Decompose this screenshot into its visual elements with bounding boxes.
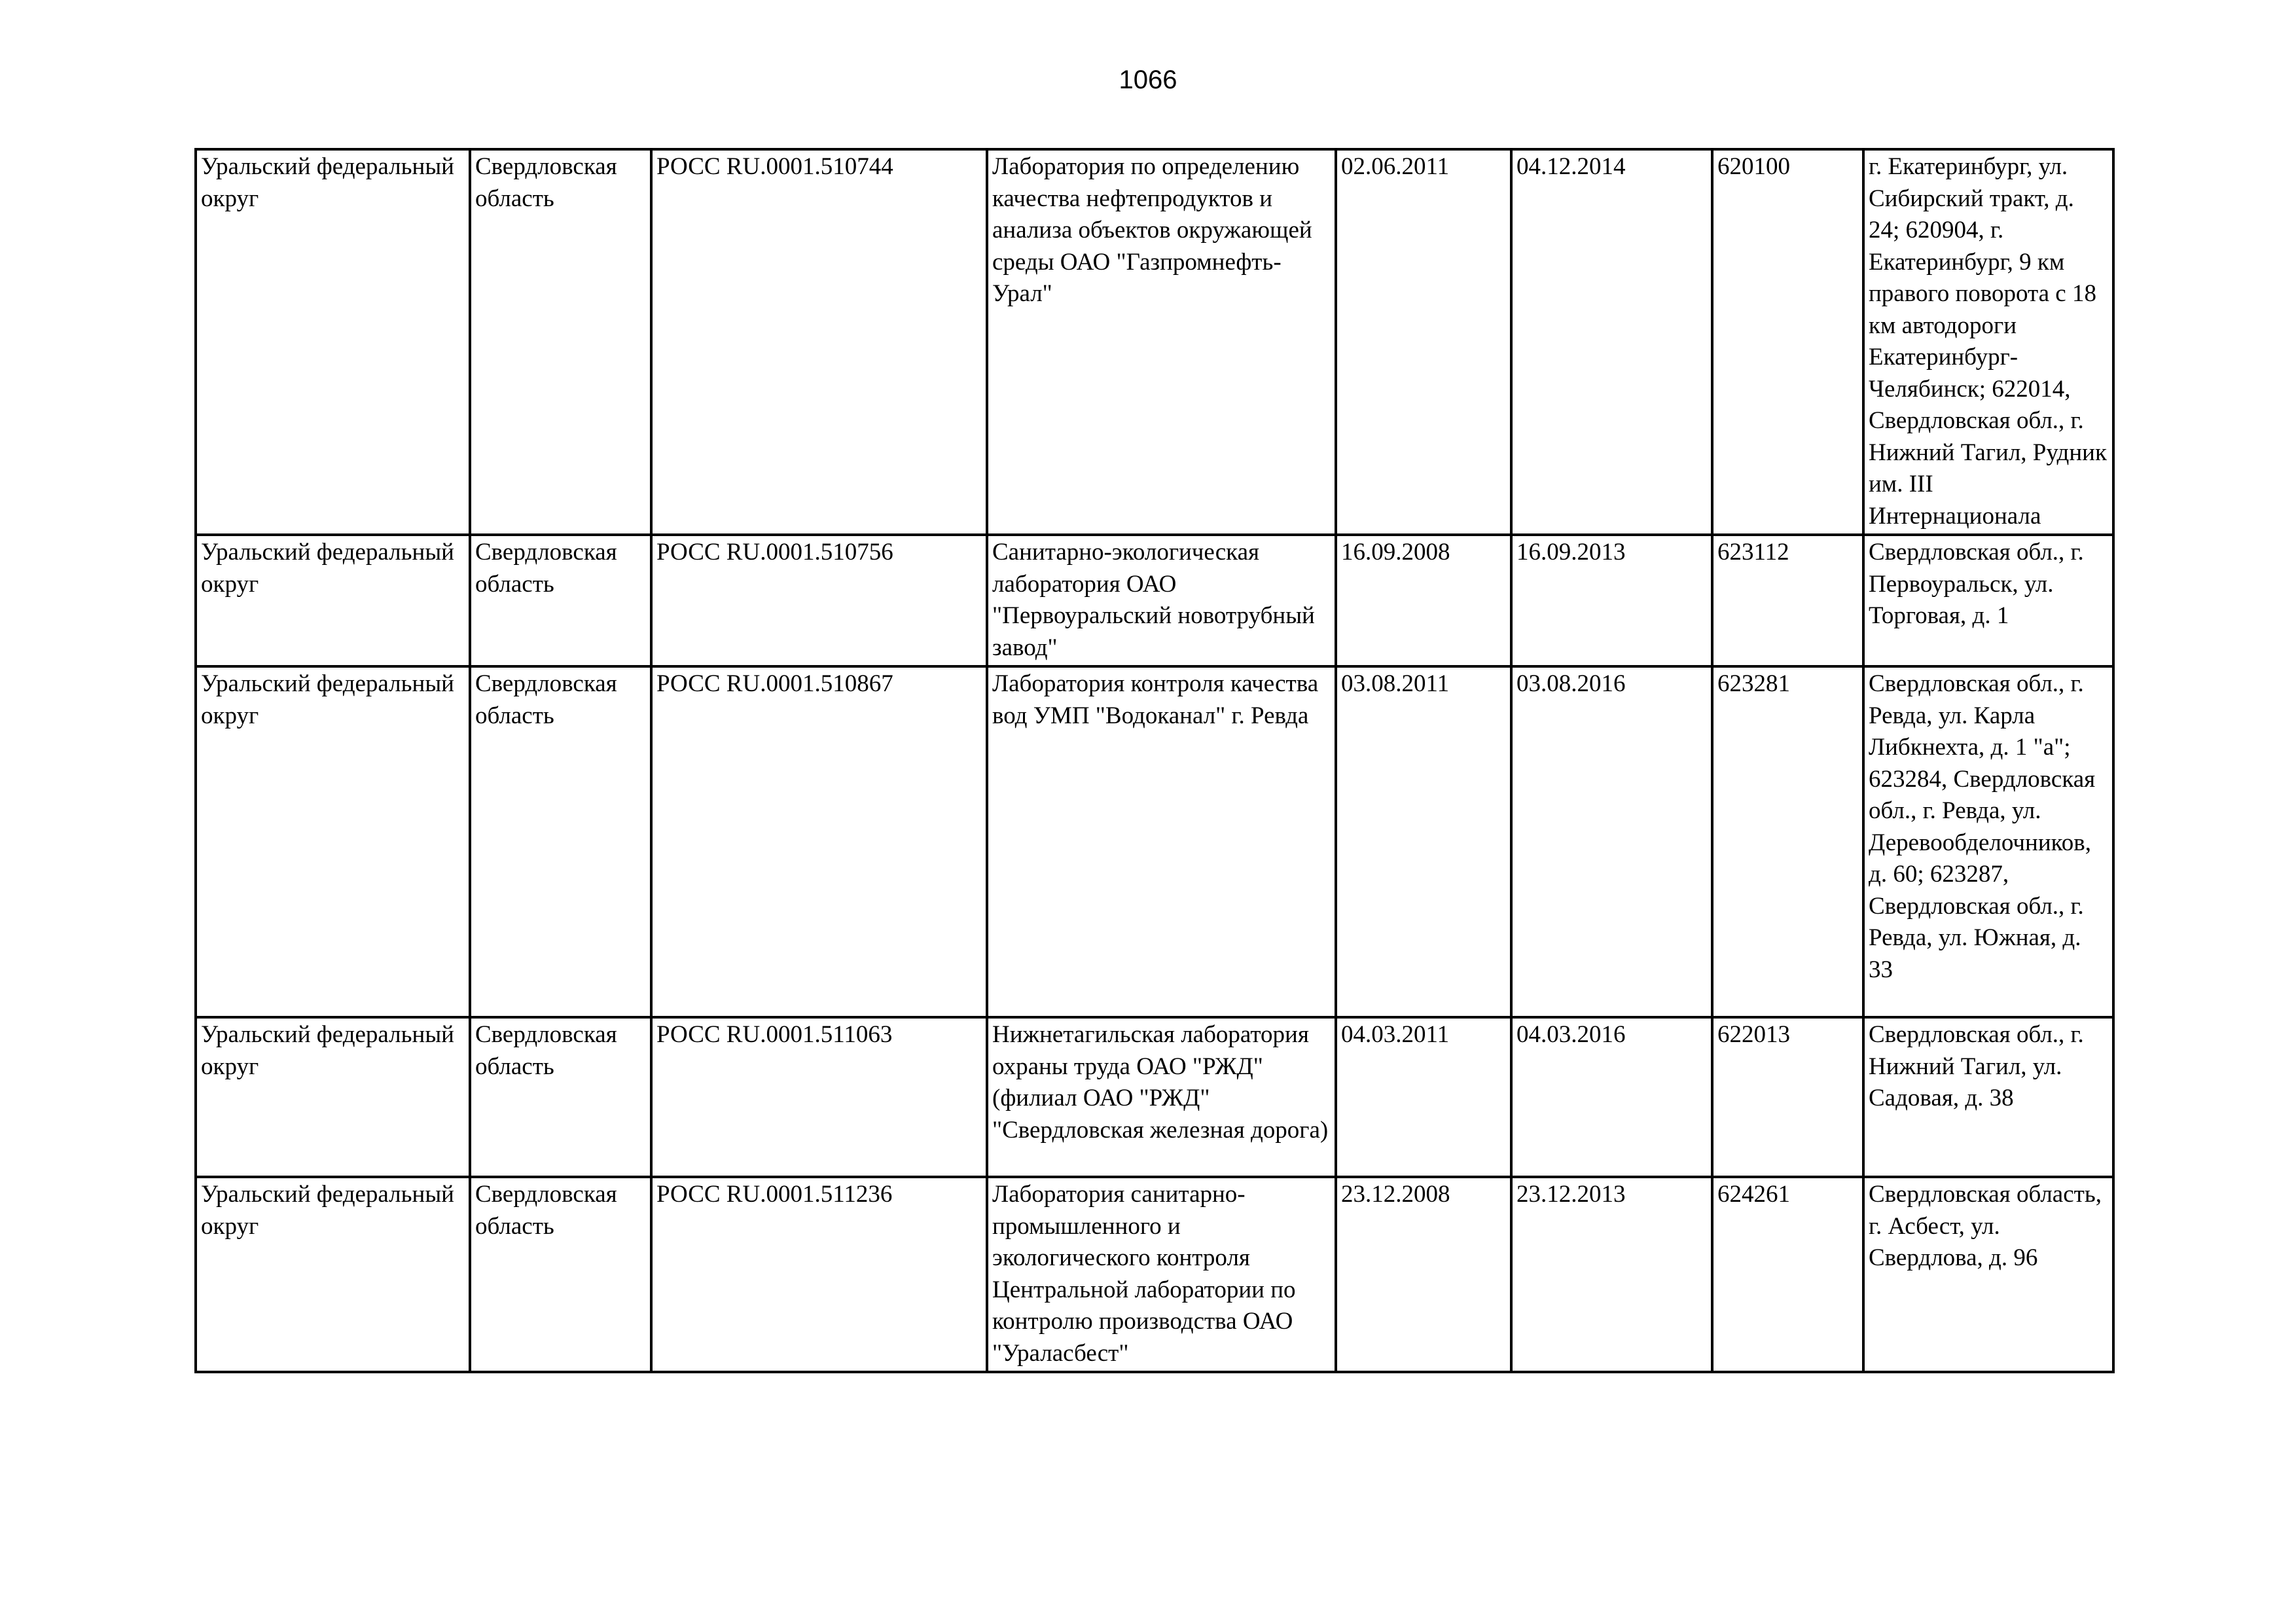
table-row <box>196 149 2113 535</box>
laboratory-name-cell: Нижнетагильская лаборатория охраны труда ОАО "РЖД" (филиал ОАО "РЖД" "Свердловская железная дорога) <box>987 1017 1336 1177</box>
laboratory-name-cell: Лаборатория по определению качества нефтепродуктов и анализа объектов окружающей среды ОАО "Газпромнефть-Урал" <box>987 149 1336 535</box>
registration-number-cell: РОСС RU.0001.510744 <box>651 149 987 535</box>
expiry-date-cell: 23.12.2013 <box>1511 1177 1712 1372</box>
district-cell: Уральский федеральный округ <box>196 666 470 1017</box>
laboratory-name-cell: Лаборатория контроля качества вод УМП "Водоканал" г. Ревда <box>987 666 1336 1017</box>
accreditation-date-cell: 02.06.2011 <box>1336 149 1511 535</box>
address-cell: г. Екатеринбург, ул. Сибирский тракт, д. 24; 620904, г. Екатеринбург, 9 км правого поворота с 18 км автодороги Екатеринбург-Челябинск; 622014, Свердловская обл., г. Нижний Тагил, Рудник им. III Интернационала <box>1863 149 2113 535</box>
postal-code-cell: 620100 <box>1712 149 1863 535</box>
district-cell: Уральский федеральный округ <box>196 535 470 666</box>
address-cell: Свердловская область, г. Асбест, ул. Свердлова, д. 96 <box>1863 1177 2113 1372</box>
accreditation-date-cell: 23.12.2008 <box>1336 1177 1511 1372</box>
table-row <box>196 1017 2113 1177</box>
registration-number-cell: РОСС RU.0001.510756 <box>651 535 987 666</box>
expiry-date-cell: 04.12.2014 <box>1511 149 1712 535</box>
district-cell: Уральский федеральный округ <box>196 1017 470 1177</box>
table-row <box>196 535 2113 666</box>
accreditation-date-cell: 16.09.2008 <box>1336 535 1511 666</box>
postal-code-cell: 623281 <box>1712 666 1863 1017</box>
laboratory-name-cell: Санитарно-экологическая лаборатория ОАО "Первоуральский новотрубный завод" <box>987 535 1336 666</box>
district-cell: Уральский федеральный округ <box>196 1177 470 1372</box>
registration-number-cell: РОСС RU.0001.511063 <box>651 1017 987 1177</box>
postal-code-cell: 624261 <box>1712 1177 1863 1372</box>
region-cell: Свердловская область <box>470 666 651 1017</box>
address-cell: Свердловская обл., г. Нижний Тагил, ул. Садовая, д. 38 <box>1863 1017 2113 1177</box>
region-cell: Свердловская область <box>470 1177 651 1372</box>
region-cell: Свердловская область <box>470 1017 651 1177</box>
laboratory-name-cell: Лаборатория санитарно-промышленного и экологического контроля Центральной лаборатории по контролю производства ОАО "Ураласбест" <box>987 1177 1336 1372</box>
page-number: 1066 <box>1119 65 1177 94</box>
expiry-date-cell: 03.08.2016 <box>1511 666 1712 1017</box>
address-cell: Свердловская обл., г. Первоуральск, ул. Торговая, д. 1 <box>1863 535 2113 666</box>
expiry-date-cell: 16.09.2013 <box>1511 535 1712 666</box>
postal-code-cell: 622013 <box>1712 1017 1863 1177</box>
region-cell: Свердловская область <box>470 149 651 535</box>
expiry-date-cell: 04.03.2016 <box>1511 1017 1712 1177</box>
postal-code-cell: 623112 <box>1712 535 1863 666</box>
registration-number-cell: РОСС RU.0001.510867 <box>651 666 987 1017</box>
table-row <box>196 1177 2113 1372</box>
region-cell: Свердловская область <box>470 535 651 666</box>
district-cell: Уральский федеральный округ <box>196 149 470 535</box>
address-cell: Свердловская обл., г. Ревда, ул. Карла Либкнехта, д. 1 "а"; 623284, Свердловская обл., г. Ревда, ул. Деревообделочников, д. 60; 623287, Свердловская обл., г. Ревда, ул. Южная, д. 33 <box>1863 666 2113 1017</box>
table-row <box>196 666 2113 1017</box>
accreditation-date-cell: 03.08.2011 <box>1336 666 1511 1017</box>
accreditation-date-cell: 04.03.2011 <box>1336 1017 1511 1177</box>
laboratory-registry-table <box>194 148 2115 1373</box>
registration-number-cell: РОСС RU.0001.511236 <box>651 1177 987 1372</box>
